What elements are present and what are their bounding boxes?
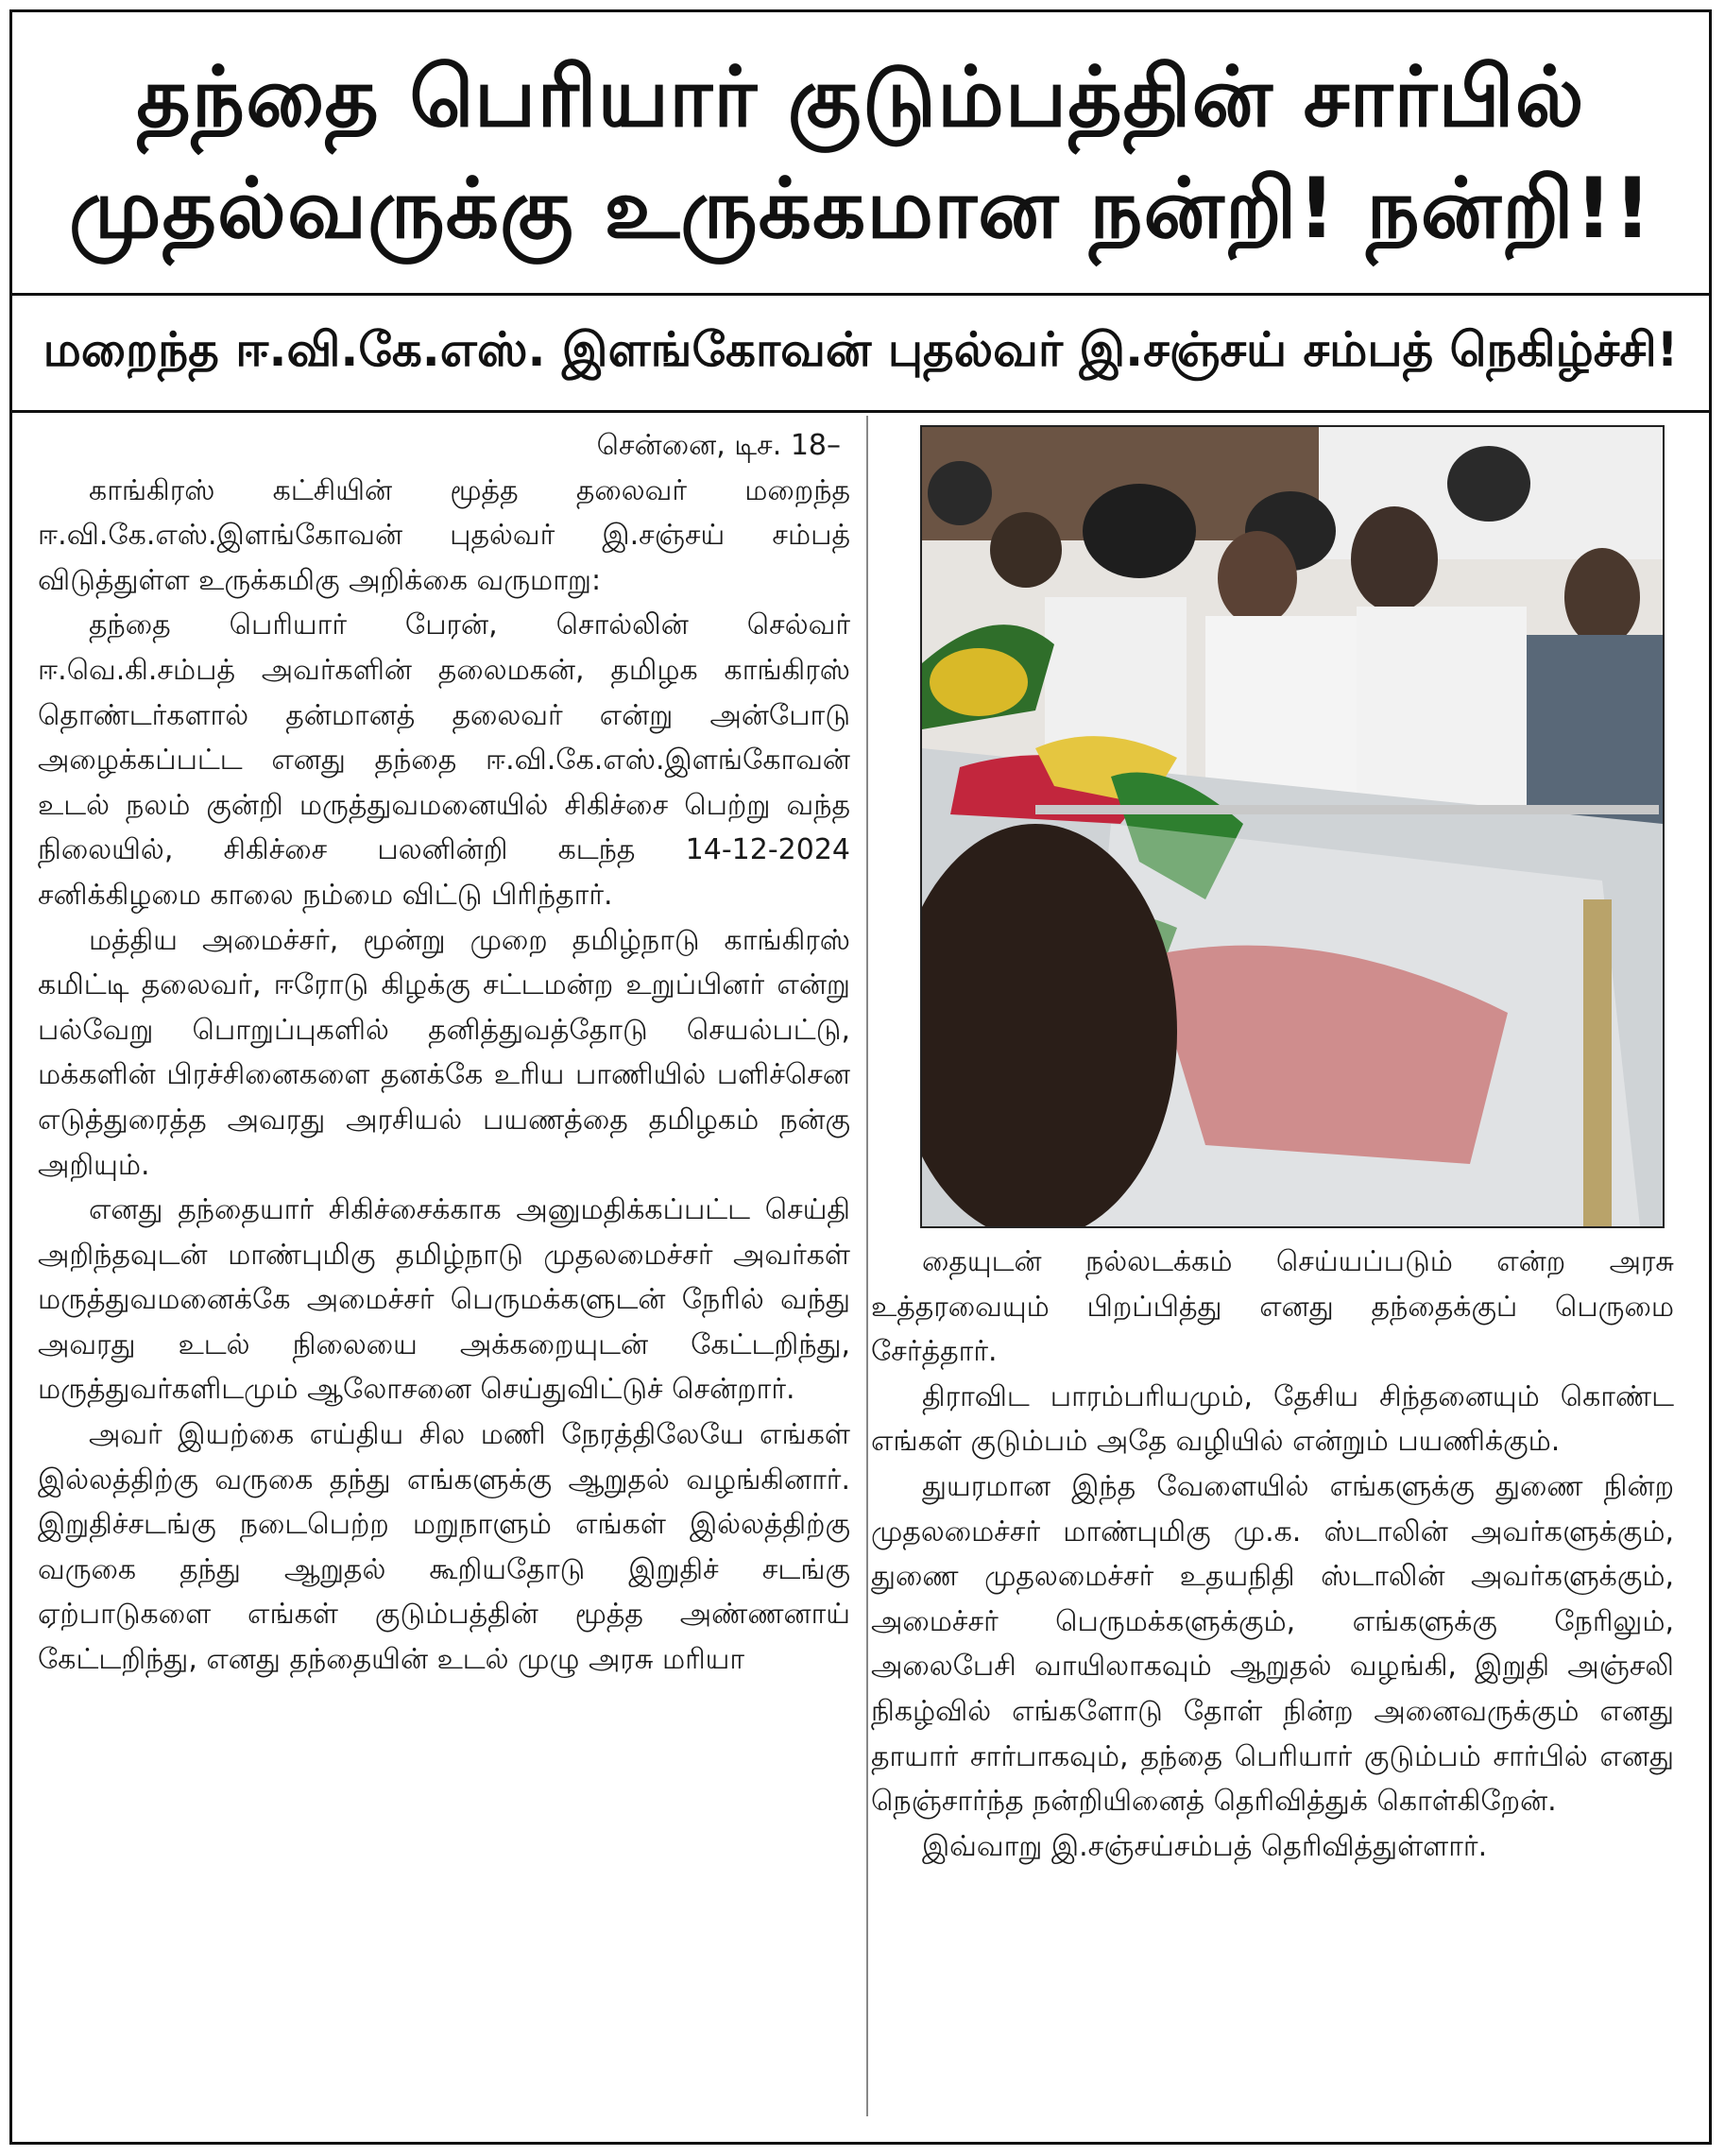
paragraph: மத்திய அமைச்சர், மூன்று முறை தமிழ்நாடு காங்கிரஸ் கமிட்டி தலைவர், ஈரோடு கிழக்கு சட்டமன்ற உறுப்பினர் என்று பல்வேறு பொறுப்புகளில் தனித்துவத்தோடு செயல்பட்டு, மக்களின் பிரச்சினைகளை தனக்கே உரிய பாணியில் பளிச்சென எடுத்துரைத்த அவரது அரசியல் பயணத்தை தமிழகம் நன்கு அறியும். bbox=[38, 923, 850, 1182]
headline-line-2: முதல்வருக்கு உருக்கமான நன்றி! நன்றி!! bbox=[68, 159, 1653, 257]
subheadline: மறைந்த ஈ.வி.கே.எஸ். இளங்கோவன் புதல்வர் இ.சஞ்சய் சம்பத் நெகிழ்ச்சி! bbox=[12, 296, 1709, 413]
paragraph: துயரமான இந்த வேளையில் எங்களுக்கு துணை நின்ற முதலமைச்சர் மாண்புமிகு மு.க. ஸ்டாலின் அவர்களுக்கும், துணை முதலமைச்சர் உதயநிதி ஸ்டாலின் அவர்களுக்கும், அமைச்சர் பெருமக்களுக்கும், எங்களுக்கு நேரிலும், அலைபேசி வாயிலாகவும் ஆறுதல் வழங்கி, இறுதி அஞ்சலி நிகழ்வில் எங்களோடு தோள் நின்ற அனைவருக்கும் எனது தாயார் சார்பாகவும், தந்தை பெரியார் குடும்பம் சார்பில் எனது நெஞ்சார்ந்த நன்றியினைத் தெரிவித்துக் கொள்கிறேன். bbox=[871, 1469, 1674, 1819]
paragraph: திராவிட பாரம்பரியமும், தேசிய சிந்தனையும் கொண்ட எங்கள் குடும்பம் அதே வழியில் என்றும் பயணிக்கும். bbox=[871, 1379, 1674, 1459]
news-photo bbox=[920, 425, 1665, 1228]
paragraph-continued: தையுடன் நல்லடக்கம் செய்யப்படும் என்ற அரசு உத்தரவையும் பிறப்பித்து எனது தந்தைக்குப் பெருமை சேர்த்தார். bbox=[871, 1245, 1674, 1369]
paragraph: தந்தை பெரியார் பேரன், சொல்லின் செல்வர் ஈ.வெ.கி.சம்பத் அவர்களின் தலைமகன், தமிழக காங்கிரஸ் தொண்டர்களால் தன்மானத் தலைவர் என்று அன்போடு அழைக்கப்பட்ட எனது தந்தை ஈ.வி.கே.எஸ்.இளங்கோவன் உடல் நலம் குன்றி மருத்துவமனையில் சிகிச்சை பெற்று வந்த நிலையில், சிகிச்சை பலனின்றி கடந்த 14-12-2024 சனிக்கிழமை காலை நம்மை விட்டு பிரிந்தார். bbox=[38, 608, 850, 912]
column-divider bbox=[866, 416, 868, 2116]
paragraph: அவர் இயற்கை எய்திய சில மணி நேரத்திலேயே எங்கள் இல்லத்திற்கு வருகை தந்து எங்களுக்கு ஆறுதல் வழங்கினார். இறுதிச்சடங்கு நடைபெற்ற மறுநாளும் எங்கள் இல்லத்திற்கு வருகை தந்து ஆறுதல் கூறியதோடு இறுதிச் சடங்கு ஏற்பாடுகளை எங்கள் குடும்பத்தின் மூத்த அண்ணனாய் கேட்டறிந்து, எனது தந்தையின் உடல் முழு அரசு மரியா bbox=[38, 1418, 850, 1677]
paragraph: எனது தந்தையார் சிகிச்சைக்காக அனுமதிக்கப்பட்ட செய்தி அறிந்தவுடன் மாண்புமிகு தமிழ்நாடு முதலமைச்சர் அவர்கள் மருத்துவமனைக்கே அமைச்சர் பெருமக்களுடன் நேரில் வந்து அவரது உடல் நிலையை அக்கறையுடன் கேட்டறிந்து, மருத்துவர்களிடமும் ஆலோசனை செய்துவிட்டுச் சென்றார். bbox=[38, 1193, 850, 1407]
dateline: சென்னை, டிச. 18– bbox=[596, 429, 841, 462]
headline-line-1: தந்தை பெரியார் குடும்பத்தின் சார்பில் bbox=[136, 47, 1585, 145]
paragraph: காங்கிரஸ் கட்சியின் மூத்த தலைவர் மறைந்த ஈ.வி.கே.எஸ்.இளங்கோவன் புதல்வர் இ.சஞ்சய் சம்பத் விடுத்துள்ள உருக்கமிகு அறிக்கை வருமாறு: bbox=[38, 473, 850, 597]
article-right-column bbox=[871, 1240, 1674, 1869]
headline bbox=[12, 12, 1709, 296]
photo-illustration bbox=[922, 427, 1663, 1226]
article-left-column bbox=[38, 423, 850, 1683]
closing-line: இவ்வாறு இ.சஞ்சய்சம்பத் தெரிவித்துள்ளார். bbox=[922, 1829, 1488, 1863]
